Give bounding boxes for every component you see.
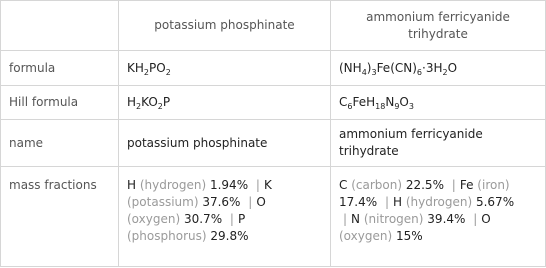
fraction-value: 30.7% xyxy=(183,212,223,226)
fraction-separator: | xyxy=(473,212,478,226)
row-label-mass-fractions: mass fractions xyxy=(1,167,119,267)
formula-text: H xyxy=(127,95,137,109)
formula-text: KH xyxy=(127,60,144,75)
element-symbol: K xyxy=(263,178,272,192)
formula-text: ) xyxy=(366,60,372,75)
hill-formula-value-2 xyxy=(331,86,546,120)
formula-subscript: 3 xyxy=(371,67,377,77)
fraction-value: 17.4% xyxy=(339,195,378,209)
column-header-1: potassium phosphinate xyxy=(119,1,331,51)
name-value-2: ammonium ferricyanide trihydrate xyxy=(331,120,546,167)
formula-text: (NH xyxy=(339,60,362,75)
formula-text: O xyxy=(399,95,409,109)
formula-subscript: 2 xyxy=(165,67,171,77)
fraction-value: 29.8% xyxy=(210,229,249,243)
name-row xyxy=(1,120,546,167)
fraction-separator: | xyxy=(451,178,456,192)
mass-fractions-value-2 xyxy=(331,167,546,267)
row-label-formula: formula xyxy=(1,51,119,86)
row-label-hill-formula: Hill formula xyxy=(1,86,119,120)
fraction-separator: | xyxy=(248,195,253,209)
fraction-separator: | xyxy=(255,178,260,192)
formula-subscript: 2 xyxy=(136,102,142,111)
fraction-value: 1.94% xyxy=(209,178,249,192)
formula-text: P xyxy=(162,95,171,109)
mass-fractions-row xyxy=(1,167,546,267)
formula-subscript: 2 xyxy=(157,102,163,111)
fraction-value: 5.67% xyxy=(475,195,515,209)
element-symbol: O xyxy=(481,212,491,226)
element-symbol: P xyxy=(237,212,246,226)
element-symbol: H xyxy=(127,178,140,192)
hill-formula-value-1 xyxy=(119,86,331,120)
formula-text: N xyxy=(385,95,395,109)
formula-text: C xyxy=(339,95,348,109)
fraction-separator: | xyxy=(229,212,234,226)
element-symbol: Fe xyxy=(459,178,478,192)
mass-fractions-value-1 xyxy=(119,167,331,267)
formula-row xyxy=(1,51,546,86)
formula-text: PO xyxy=(149,60,166,75)
row-label-name: name xyxy=(1,120,119,167)
formula-subscript: 2 xyxy=(143,67,149,77)
element-symbol: C xyxy=(339,178,352,192)
element-name: (nitrogen) xyxy=(363,212,428,226)
formula-subscript: 4 xyxy=(361,67,367,77)
formula-text: O xyxy=(447,60,458,75)
element-name: (oxygen) xyxy=(339,229,396,243)
element-name: (potassium) xyxy=(127,195,203,209)
column-header-2: ammonium ferricyanide trihydrate xyxy=(331,1,546,51)
hill-formula-row xyxy=(1,86,546,120)
fraction-separator: | xyxy=(384,195,389,209)
formula-subscript: 9 xyxy=(394,102,400,111)
header-row xyxy=(1,1,546,51)
fraction-value: 15% xyxy=(395,229,423,243)
corner-cell xyxy=(1,1,119,51)
fraction-value: 37.6% xyxy=(202,195,241,209)
formula-text: Fe(CN) xyxy=(376,60,417,75)
element-name: (phosphorus) xyxy=(127,229,211,243)
name-value-1: potassium phosphinate xyxy=(119,120,331,167)
formula-value-1 xyxy=(119,51,331,86)
formula-text: ·3H xyxy=(422,60,443,75)
formula-subscript: 2 xyxy=(442,67,448,77)
formula-subscript: 3 xyxy=(408,102,414,111)
formula-value-2 xyxy=(331,51,546,86)
element-name: (hydrogen) xyxy=(139,178,210,192)
element-symbol: O xyxy=(256,195,266,209)
element-symbol: N xyxy=(351,212,364,226)
formula-text: KO xyxy=(141,95,158,109)
element-symbol: H xyxy=(393,195,406,209)
fraction-value: 39.4% xyxy=(427,212,466,226)
fraction-value: 22.5% xyxy=(405,178,444,192)
formula-subscript: 6 xyxy=(347,102,353,111)
element-name: (iron) xyxy=(477,178,510,192)
formula-subscript: 6 xyxy=(416,67,423,77)
formula-subscript: 18 xyxy=(375,102,386,111)
element-name: (carbon) xyxy=(351,178,406,192)
element-name: (oxygen) xyxy=(127,212,184,226)
fraction-separator: | xyxy=(343,212,348,226)
formula-text: FeH xyxy=(352,95,376,109)
element-name: (hydrogen) xyxy=(405,195,476,209)
